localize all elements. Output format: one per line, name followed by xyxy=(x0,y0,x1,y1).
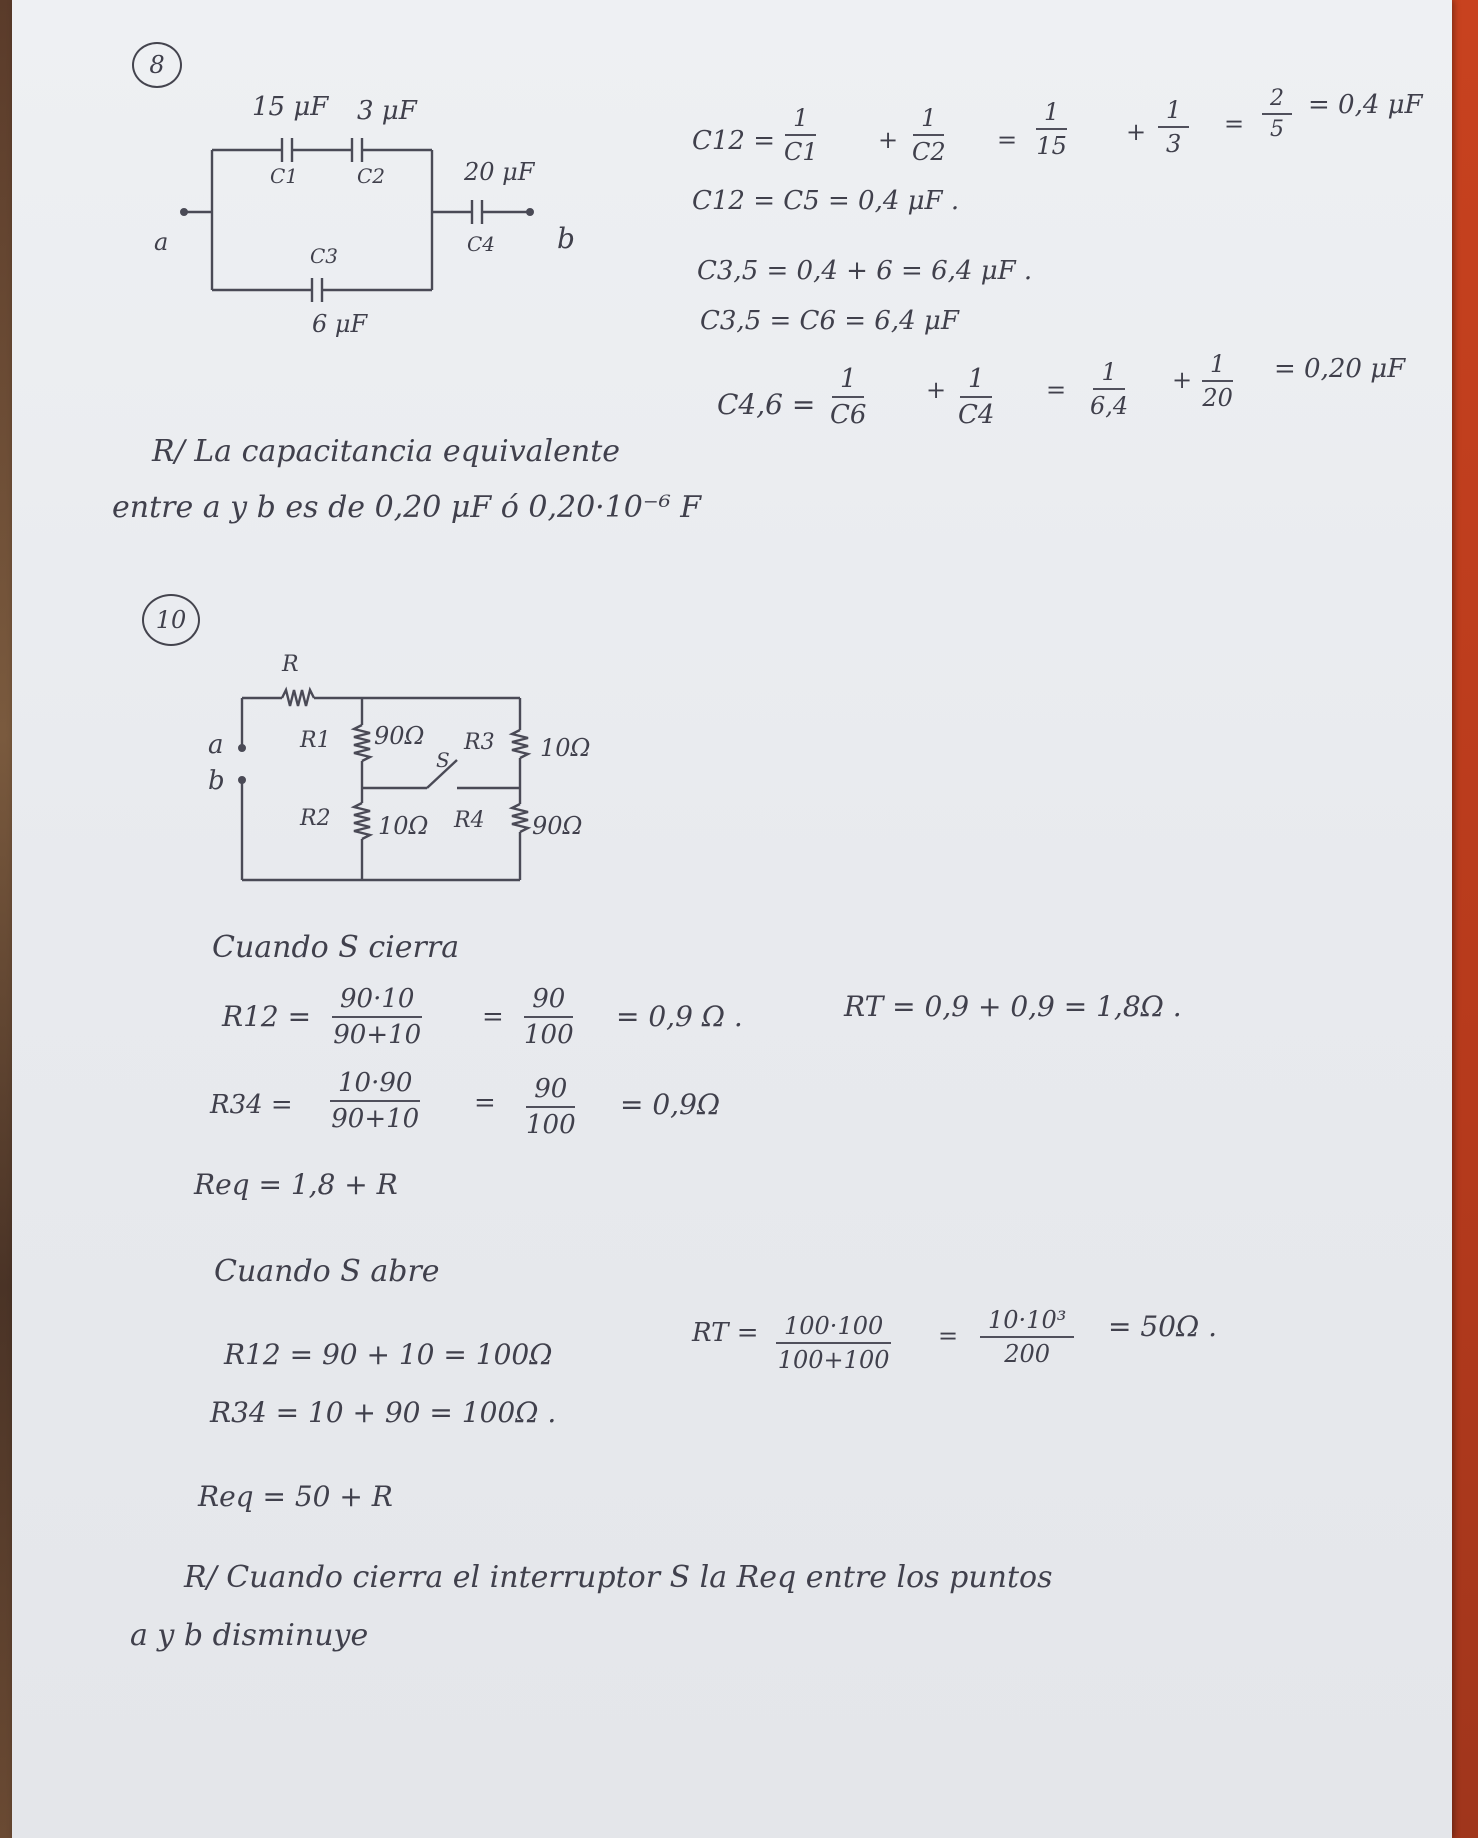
c2-label: C2 xyxy=(357,164,386,188)
eq2: C12 = C5 = 0,4 μF . xyxy=(692,186,960,216)
rt-open-fraction-2: $\frac{\text{10·10³}}{200}$ xyxy=(980,1306,1074,1368)
eq5-fraction-2: $\frac{1}{C4}$ xyxy=(958,364,995,430)
problem-8-answer-line-1: R/ La capacitancia equivalente xyxy=(152,434,621,469)
r1-value: 90Ω xyxy=(374,722,425,750)
r2-label: R2 xyxy=(300,806,331,831)
eq5-fraction-4: $\frac{1}{20}$ xyxy=(1202,350,1233,412)
eq5-plus-1: + xyxy=(926,376,947,404)
eq1-equals-1: = xyxy=(997,126,1018,154)
eq1-plus-2: + xyxy=(1126,118,1147,146)
r12-closed-lhs: R12 = xyxy=(222,1000,312,1033)
problem-10-answer-line-1: R/ Cuando cierra el interruptor S la Req entre los puntos xyxy=(184,1560,1053,1595)
notebook-page xyxy=(12,0,1452,1838)
r34-closed-lhs: R34 = xyxy=(210,1090,293,1120)
c4-value-label: 20 μF xyxy=(464,158,535,186)
c1-label: C1 xyxy=(270,164,299,188)
eq1-result: = 0,4 μF xyxy=(1308,90,1423,120)
eq1-equals-2: = xyxy=(1224,110,1245,138)
r12-closed-fraction-1: $\frac{90\cdot 10}{90+10}$ xyxy=(333,984,422,1050)
r34-open: R34 = 10 + 90 = 100Ω . xyxy=(210,1396,557,1429)
r12-closed-result: = 0,9 Ω . xyxy=(616,1000,743,1033)
r12-open: R12 = 90 + 10 = 100Ω xyxy=(224,1338,553,1371)
eq1-fraction-1: $\frac{1}{C1}$ xyxy=(784,104,818,166)
rt-open-lhs: RT = xyxy=(692,1318,759,1348)
eq5-fraction-3: $\frac{1}{6,4}$ xyxy=(1090,358,1129,420)
r12-closed-equals: = xyxy=(482,1002,504,1032)
rt-open-fraction-1: $\frac{100\cdot 100}{100+100}$ xyxy=(777,1312,890,1374)
eq5-result: = 0,20 μF xyxy=(1274,354,1406,384)
rt-open-equals: = xyxy=(938,1322,959,1350)
eq1-fraction-3: $\frac{1}{15}$ xyxy=(1036,98,1067,160)
eq1-fraction-4: $\frac{1}{3}$ xyxy=(1158,96,1189,158)
closed-heading: Cuando S cierra xyxy=(212,930,460,965)
eq1-plus-1: + xyxy=(878,126,899,154)
c4-label: C4 xyxy=(467,232,496,256)
eq1-lhs: C12 = xyxy=(692,126,776,156)
r3-value: 10Ω xyxy=(540,734,591,762)
c2-value-label: 3 μF xyxy=(357,96,417,126)
eq5-equals: = xyxy=(1046,376,1067,404)
req-open: Req = 50 + R xyxy=(198,1480,393,1513)
eq4: C3,5 = C6 = 6,4 μF xyxy=(700,306,959,336)
open-heading: Cuando S abre xyxy=(214,1254,440,1289)
eq1-fraction-5: $\frac{2}{5}$ xyxy=(1262,86,1292,142)
req-closed: Req = 1,8 + R xyxy=(194,1168,398,1201)
r34-closed-result: = 0,9Ω xyxy=(620,1088,721,1121)
r12-closed-fraction-2: $\frac{90}{100}$ xyxy=(524,984,574,1050)
node-a-label: a xyxy=(208,730,224,760)
r34-closed-equals: = xyxy=(474,1088,496,1118)
problem-10-answer-line-2: a y b disminuye xyxy=(130,1618,369,1653)
r34-closed-fraction-1: $\frac{10\cdot 90}{90+10}$ xyxy=(331,1068,420,1134)
switch-label: S xyxy=(436,748,450,772)
eq3: C3,5 = 0,4 + 6 = 6,4 μF . xyxy=(697,256,1033,286)
problem-8-number: 8 xyxy=(132,42,182,88)
problem-10-number: 10 xyxy=(142,594,200,646)
rt-closed: RT = 0,9 + 0,9 = 1,8Ω . xyxy=(844,990,1182,1023)
eq1-fraction-2: $\frac{1}{C2}$ xyxy=(912,104,946,166)
r34-closed-fraction-2: $\frac{90}{100}$ xyxy=(526,1074,576,1140)
r-label: R xyxy=(282,652,299,677)
c3-label: C3 xyxy=(310,244,339,268)
eq5-lhs: C4,6 = xyxy=(717,388,816,421)
problem-8-answer-line-2: entre a y b es de 0,20 μF ó 0,20·10⁻⁶ F xyxy=(112,490,702,525)
r1-label: R1 xyxy=(300,728,331,753)
node-b-label: b xyxy=(208,766,225,796)
c3-value-label: 6 μF xyxy=(312,310,368,338)
r3-label: R3 xyxy=(464,730,495,755)
eq5-fraction-1: $\frac{1}{C6}$ xyxy=(830,364,867,430)
node-a-label: a xyxy=(154,228,169,256)
r4-value: 90Ω xyxy=(532,812,583,840)
resistor-circuit-diagram xyxy=(12,0,712,900)
r4-label: R4 xyxy=(454,808,485,833)
rt-open-result: = 50Ω . xyxy=(1108,1310,1218,1343)
c1-value-label: 15 μF xyxy=(252,92,329,122)
node-b-label: b xyxy=(557,222,575,255)
r2-value: 10Ω xyxy=(378,812,429,840)
eq5-plus-2: + xyxy=(1172,366,1193,394)
